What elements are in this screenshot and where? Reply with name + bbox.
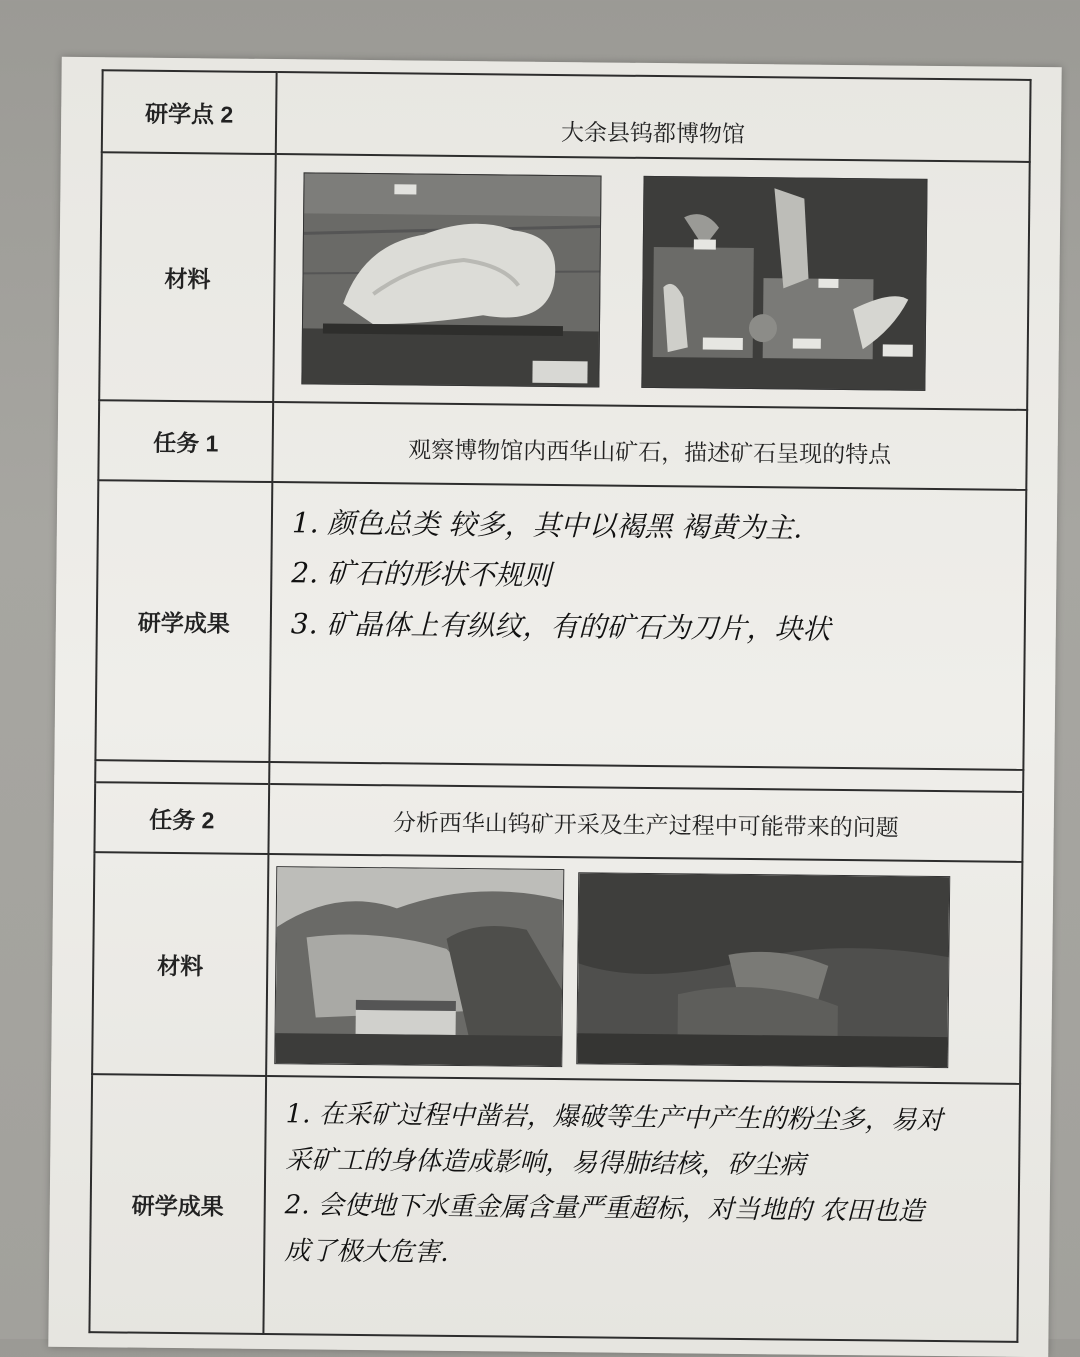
result1-line-2: 2. 矿石的形状不规则 (291, 556, 552, 593)
task2-row (94, 782, 1023, 862)
result1-line-1: 1. 颜色总类 较多，其中以褐黑 褐黄为主. (291, 506, 803, 545)
research-table (88, 69, 1031, 1343)
result2-line-4: 成了极大危害. (284, 1235, 449, 1268)
research-point-label: 研学点 2 (102, 70, 277, 154)
result2-row (89, 1074, 1020, 1342)
research-point-row (102, 70, 1031, 162)
museum-exhibit-display-photo (641, 176, 927, 391)
exhibit-display-image (642, 177, 926, 390)
task1-title: 观察博物馆内西华山矿石，描述矿石呈现的特点 (272, 402, 1027, 490)
mine-slope-photo (576, 872, 950, 1068)
result1-row (95, 480, 1026, 770)
result2-line-1: 1. 在采矿过程中凿岩，爆破等生产中产生的粉尘多，易对 (285, 1099, 943, 1137)
material-label-2: 材料 (92, 852, 268, 1076)
result1-handwriting (272, 484, 1024, 671)
material-label-1: 材料 (99, 152, 276, 402)
material-row-2 (92, 852, 1022, 1084)
research-point-title: 大余县钨都博物馆 (276, 72, 1031, 162)
task1-label: 任务 1 (98, 400, 273, 482)
result2-line-2: 采矿工的身体造成影响，易得肺结核，矽尘病 (285, 1144, 806, 1181)
task2-label: 任务 2 (94, 782, 269, 854)
mine-slope-image (577, 873, 949, 1067)
museum-ore-specimen-photo (301, 172, 601, 387)
result2-label: 研学成果 (89, 1074, 266, 1334)
mining-site-image (275, 867, 563, 1066)
task2-title: 分析西华山钨矿开采及生产过程中可能带来的问题 (268, 784, 1023, 862)
result2-line-3: 2. 会使地下水重金属含量严重超标，对当地的 农田也造 (284, 1190, 925, 1227)
result1-label: 研学成果 (95, 480, 272, 762)
task1-row (98, 400, 1027, 490)
material-row-1 (99, 152, 1030, 410)
worksheet-paper (48, 57, 1061, 1357)
mining-site-landscape-photo (274, 866, 564, 1067)
ore-specimen-image (302, 173, 600, 386)
result1-line-3: 3. 矿晶体上有纵纹，有的矿石为刀片，块状 (290, 607, 831, 646)
result2-handwriting (266, 1078, 1018, 1296)
